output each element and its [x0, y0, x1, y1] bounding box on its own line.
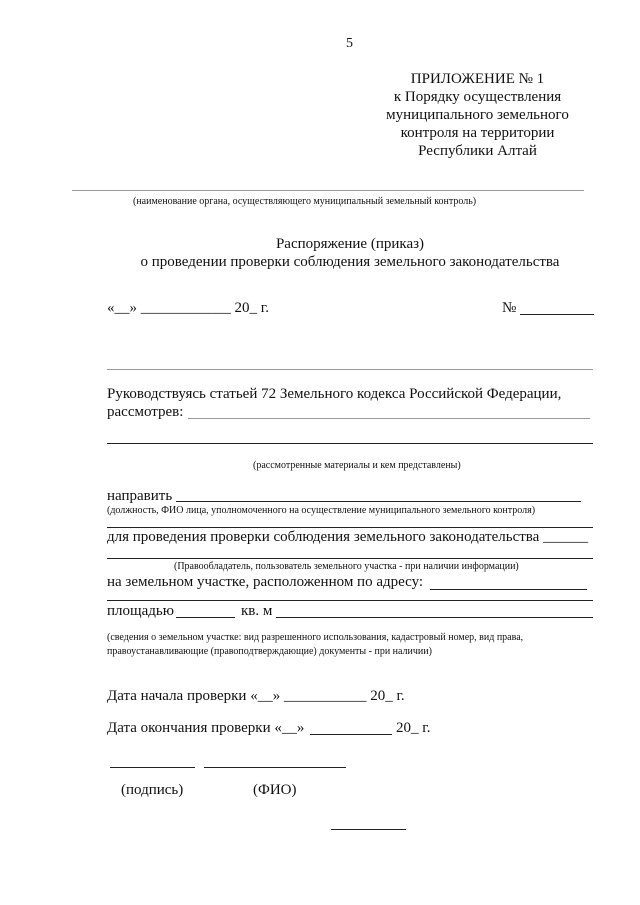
address-label: на земельном участке, расположенном по адресу:: [107, 574, 424, 590]
purpose-text: для проведения проверки соблюдения земельного законодательства ______: [107, 529, 589, 545]
area-label: площадью: [107, 603, 174, 619]
address-line-2: [107, 600, 593, 601]
document-title: Распоряжение (приказ): [275, 236, 425, 252]
date-field: «__» ____________ 20_ г.: [107, 300, 269, 316]
signature-caption: (подпись): [121, 782, 184, 798]
end-date-year: 20_ г.: [396, 720, 431, 736]
appendix-line-3: муниципального земельного: [386, 107, 569, 123]
purpose-line: [107, 558, 593, 559]
address-line: [430, 589, 587, 590]
considered-caption: (рассмотренные материалы и кем представлены): [253, 460, 461, 471]
considered-line-2: [107, 443, 593, 444]
plot-caption-line-1: (сведения о земельном участке: вид разрешенного использования, кадастровый номер, вид права,: [107, 632, 524, 643]
appendix-line-5: Республики Алтай: [418, 143, 537, 159]
area-rest-line: [276, 617, 593, 618]
org-caption: (наименование органа, осуществляющего муниципальный земельный контроль): [133, 196, 477, 207]
appendix-line-1: ПРИЛОЖЕНИЕ № 1: [410, 71, 545, 87]
name-caption: (ФИО): [253, 782, 297, 798]
considered-label: рассмотрев:: [107, 404, 184, 420]
plot-caption-line-2: правоустанавливающие (правоподтверждающие) документы - при наличии): [107, 646, 432, 657]
bottom-line: [331, 829, 406, 830]
name-line: [204, 767, 346, 768]
appendix-line-4: контроля на территории: [400, 125, 555, 141]
number-label: №: [502, 300, 517, 316]
basis-text: Руководствуясь статьей 72 Земельного кодекса Российской Федерации,: [107, 386, 562, 402]
direct-caption: (должность, ФИО лица, уполномоченного на осуществление муниципального земельного контроля): [107, 505, 536, 516]
appendix-header: [365, 70, 590, 160]
document-subtitle: о проведении проверки соблюдения земельного законодательства: [140, 254, 560, 270]
appendix-line-2: к Порядку осуществления: [393, 89, 562, 105]
purpose-caption: (Правообладатель, пользователь земельного участка - при наличии информации): [174, 561, 519, 572]
considered-line: [188, 418, 590, 419]
page-number: 5: [346, 36, 353, 51]
end-date-label: Дата окончания проверки «__»: [107, 720, 305, 736]
area-value-line: [176, 617, 235, 618]
org-name-line: [72, 190, 584, 191]
direct-line: [176, 501, 581, 502]
direct-line-2: [107, 527, 593, 528]
number-line: [520, 314, 594, 315]
signature-line: [110, 767, 195, 768]
start-date: Дата начала проверки «__» ___________ 20_ г.: [107, 688, 405, 704]
direct-label: направить: [107, 488, 173, 504]
blank-line-1: [107, 369, 593, 370]
area-unit: кв. м: [241, 603, 273, 619]
end-date-line: [310, 734, 392, 735]
